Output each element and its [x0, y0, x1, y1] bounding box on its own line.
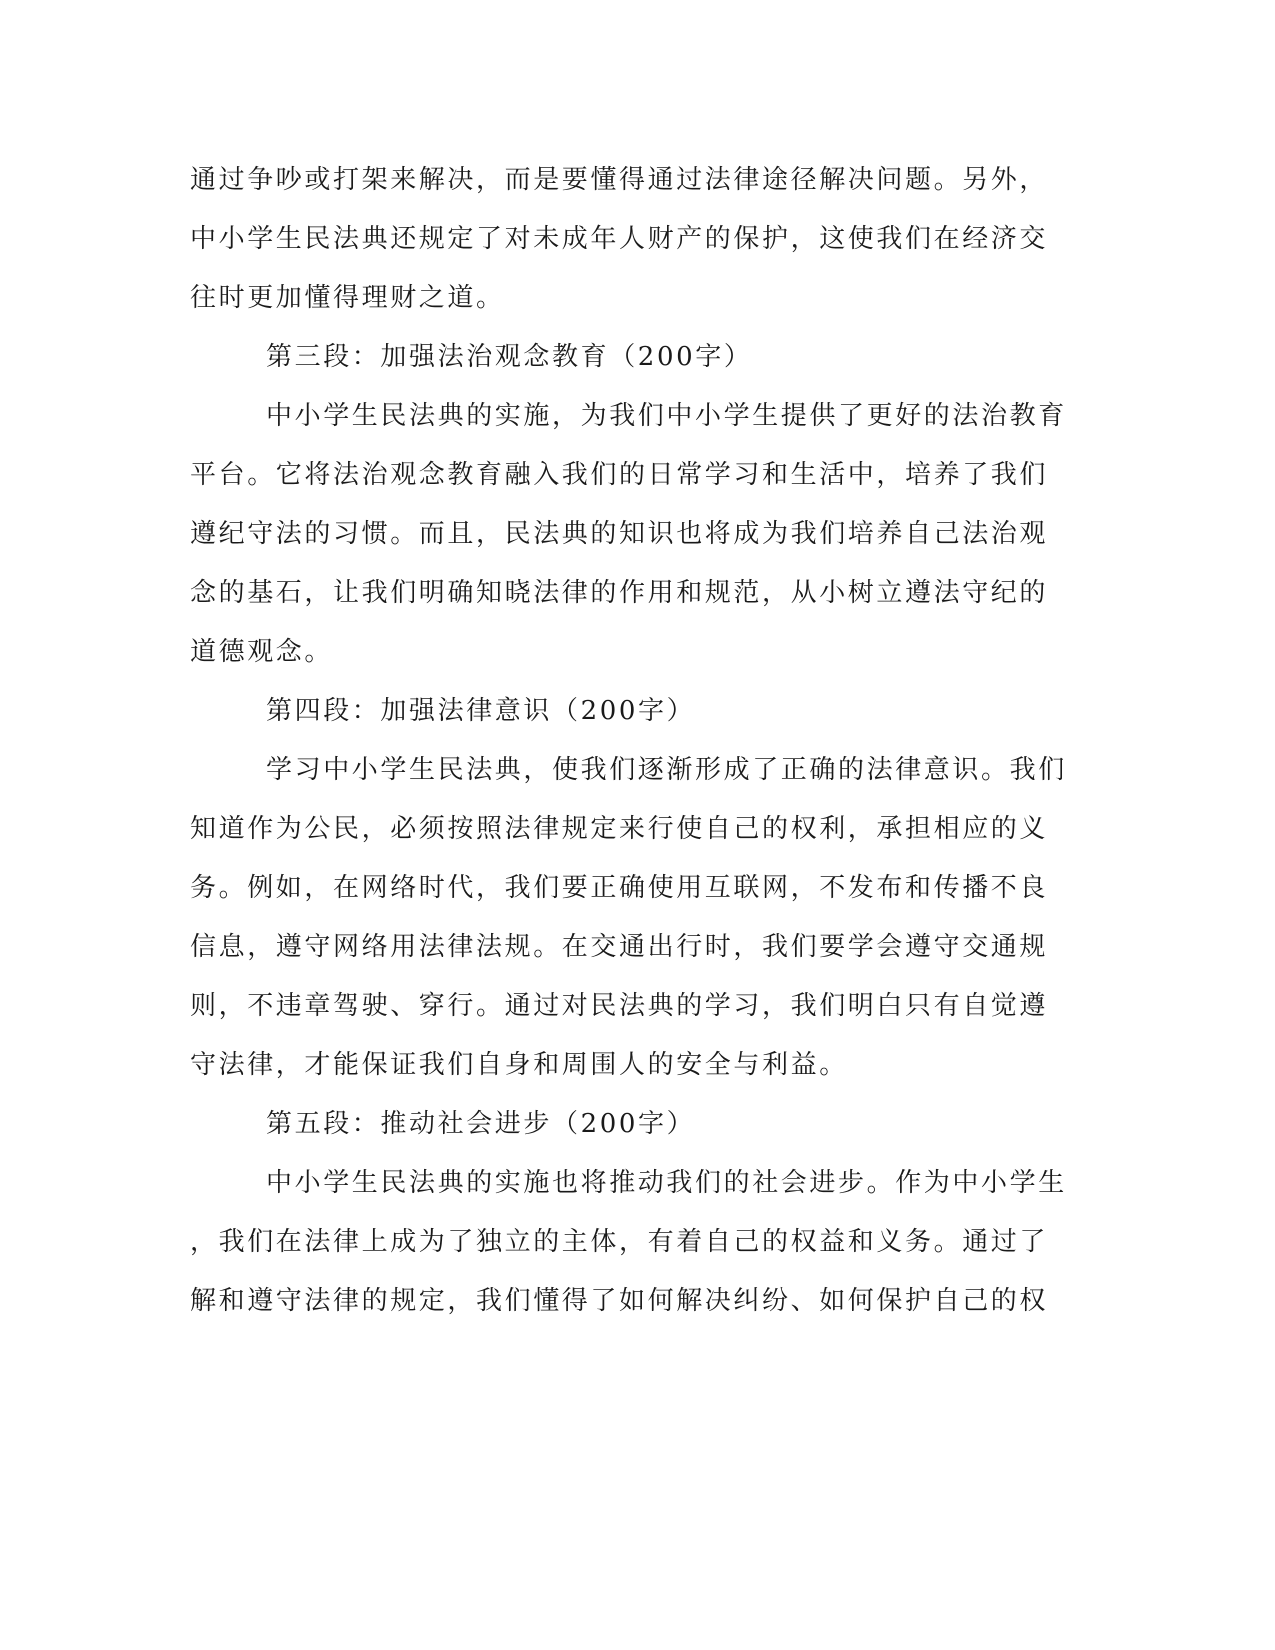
section-heading-4: 第四段：加强法律意识（200字）: [266, 696, 696, 726]
paragraph-3-line-3: 遵纪守法的习惯。而且，民法典的知识也将成为我们培养自己法治观: [190, 519, 1049, 549]
paragraph-1-line-2: 中小学生民法典还规定了对未成年人财产的保护，这使我们在经济交: [190, 224, 1049, 254]
paragraph-1-line-3: 往时更加懂得理财之道。: [190, 283, 505, 313]
paragraph-3-line-5: 道德观念。: [190, 637, 334, 667]
paragraph-3-line-1: 中小学生民法典的实施，为我们中小学生提供了更好的法治教育: [266, 401, 1067, 431]
paragraph-7-line-1: 中小学生民法典的实施也将推动我们的社会进步。作为中小学生: [266, 1168, 1067, 1198]
paragraph-7-line-2: ，我们在法律上成为了独立的主体，有着自己的权益和义务。通过了: [190, 1227, 1049, 1257]
paragraph-5-line-5: 则，不违章驾驶、穿行。通过对民法典的学习，我们明白只有自觉遵: [190, 991, 1049, 1021]
paragraph-7-line-3: 解和遵守法律的规定，我们懂得了如何解决纠纷、如何保护自己的权: [190, 1286, 1049, 1316]
paragraph-5-line-2: 知道作为公民，必须按照法律规定来行使自己的权利，承担相应的义: [190, 814, 1049, 844]
section-heading-3: 第三段：加强法治观念教育（200字）: [266, 342, 753, 372]
paragraph-3-line-2: 平台。它将法治观念教育融入我们的日常学习和生活中，培养了我们: [190, 460, 1049, 490]
paragraph-5-line-4: 信息，遵守网络用法律法规。在交通出行时，我们要学会遵守交通规: [190, 932, 1049, 962]
paragraph-5-line-3: 务。例如，在网络时代，我们要正确使用互联网，不发布和传播不良: [190, 873, 1049, 903]
paragraph-3-line-4: 念的基石，让我们明确知晓法律的作用和规范，从小树立遵法守纪的: [190, 578, 1049, 608]
paragraph-1-line-1: 通过争吵或打架来解决，而是要懂得通过法律途径解决问题。另外，: [190, 165, 1049, 195]
section-heading-5: 第五段：推动社会进步（200字）: [266, 1109, 696, 1139]
paragraph-5-line-6: 守法律，才能保证我们自身和周围人的安全与利益。: [190, 1050, 848, 1080]
paragraph-5-line-1: 学习中小学生民法典，使我们逐渐形成了正确的法律意识。我们: [266, 755, 1067, 785]
